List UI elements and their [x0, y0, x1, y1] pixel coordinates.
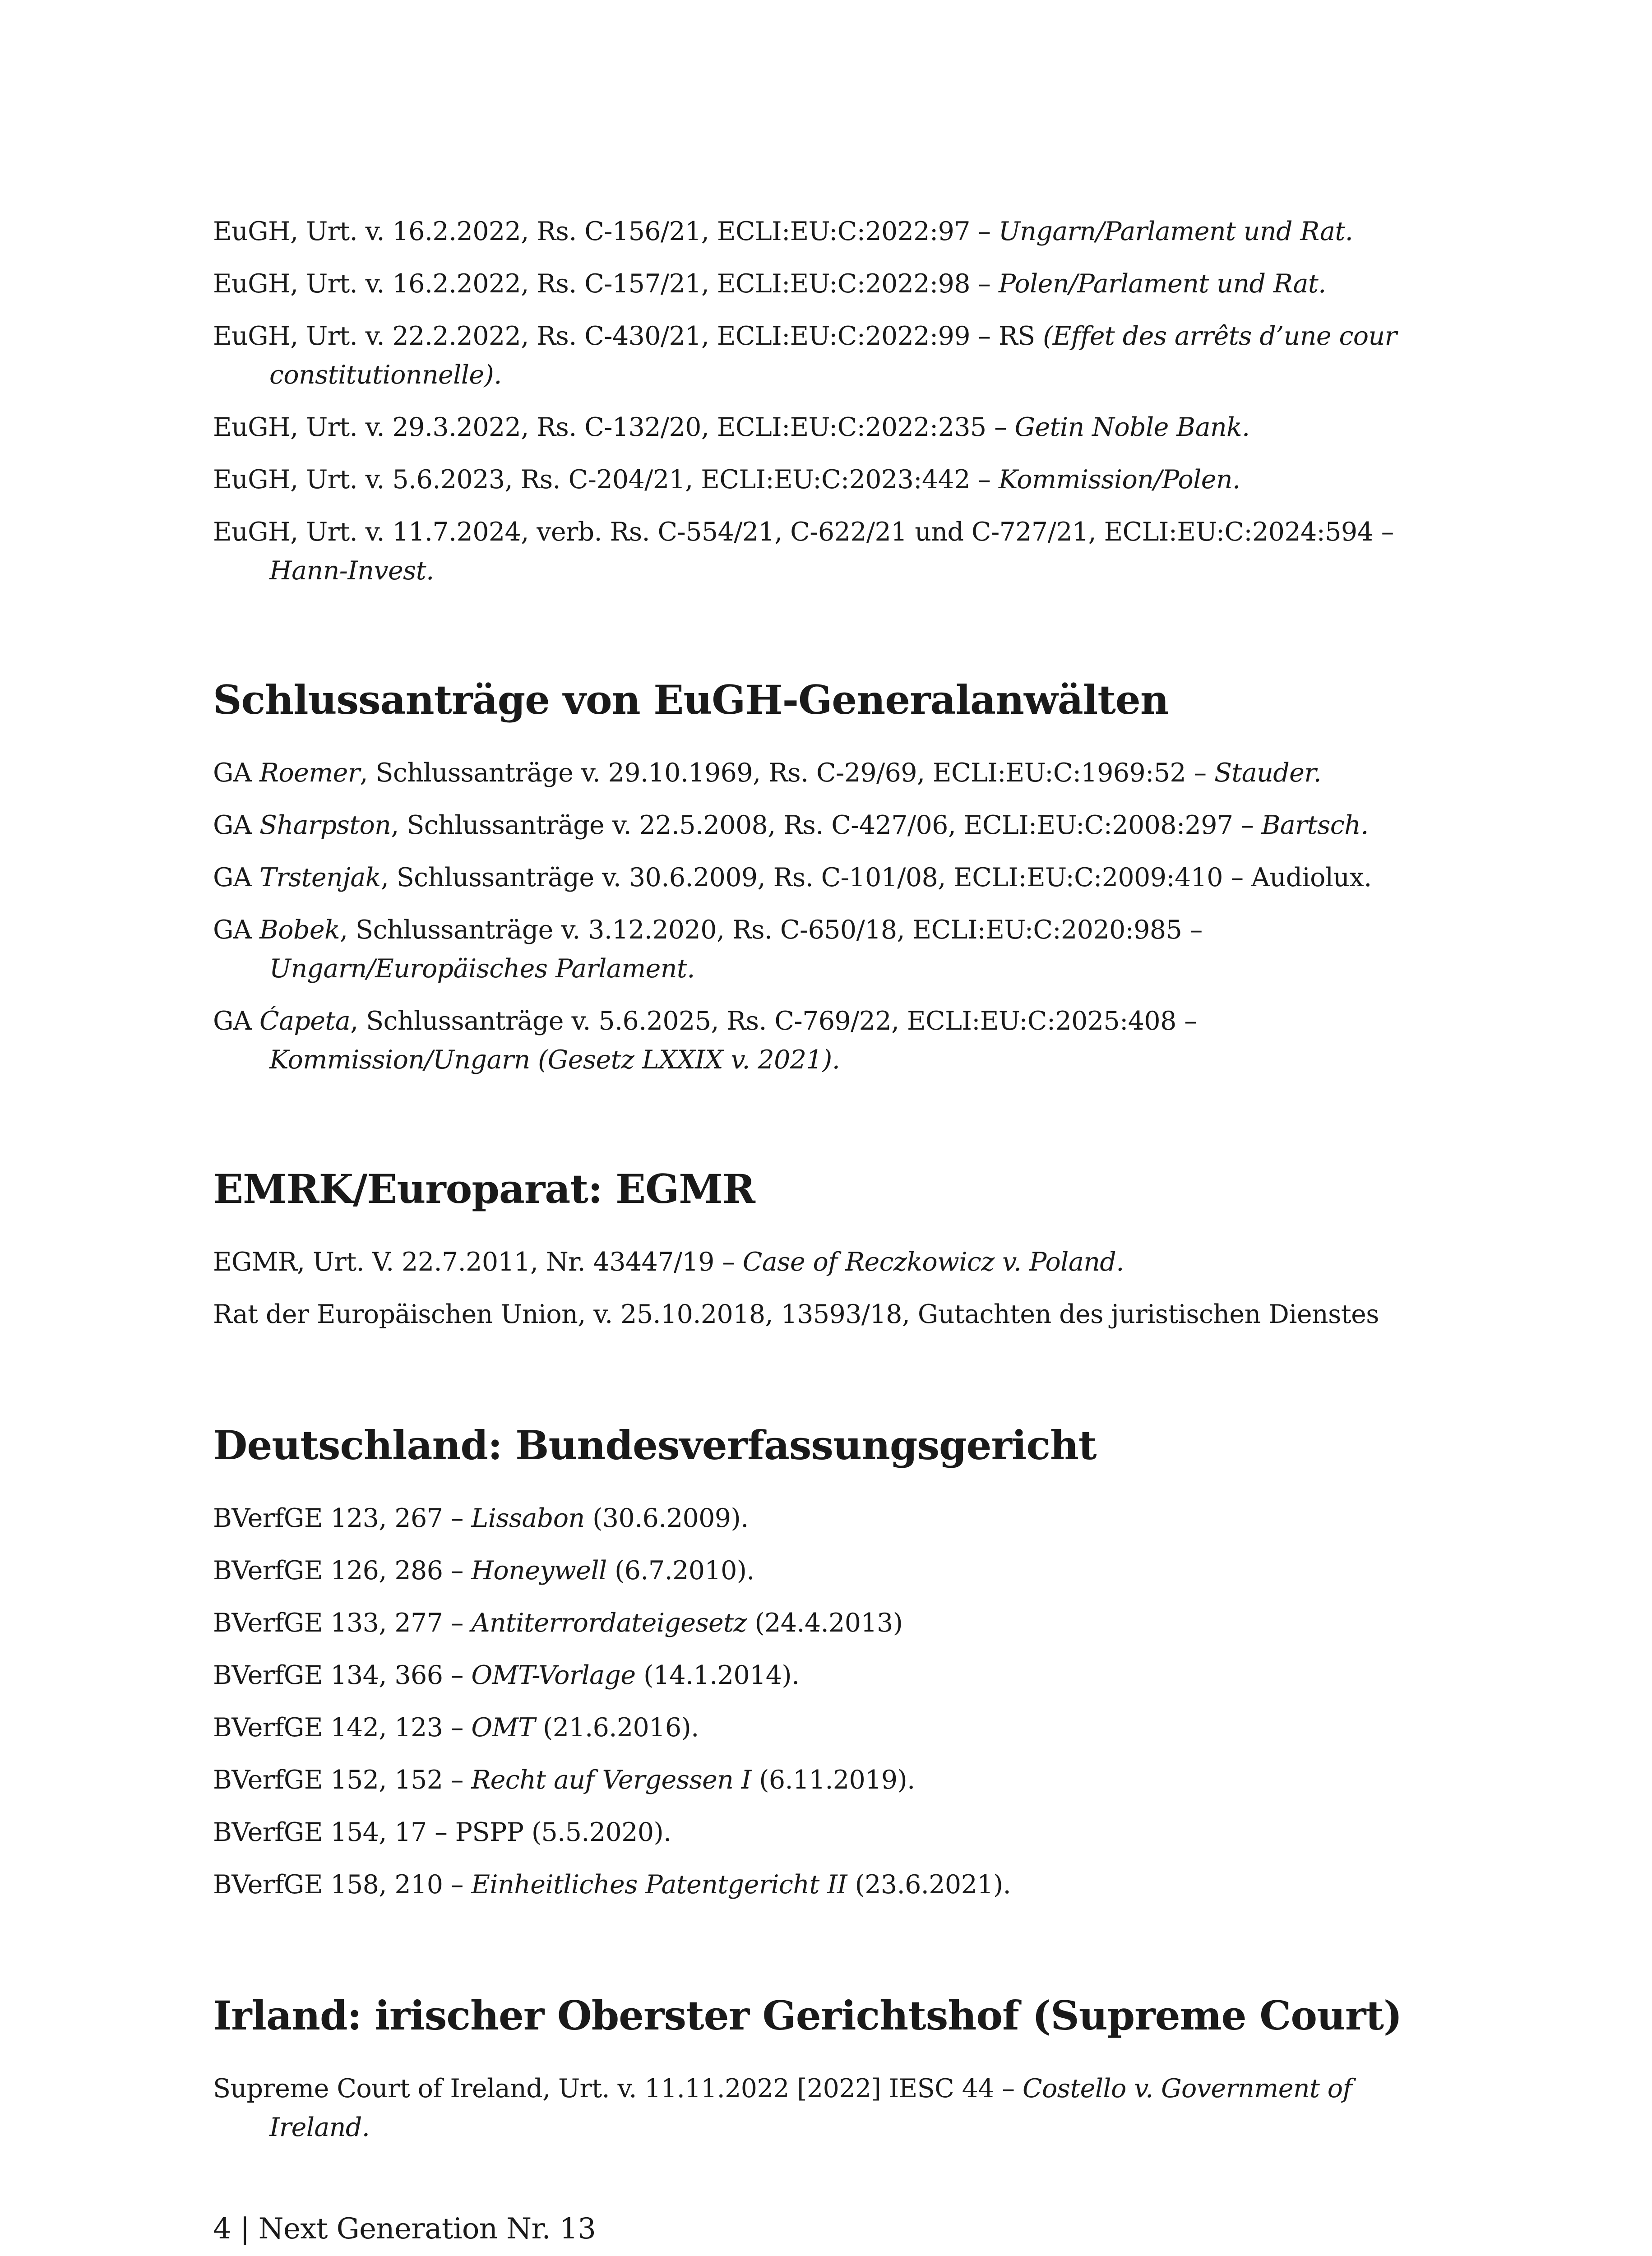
citation-entry: EuGH, Urt. v. 29.3.2022, Rs. C-132/20, ECLI:EU:C:2022:235 – Getin Noble Bank. [213, 412, 1250, 442]
section-heading: Schlussanträge von EuGH-Generalanwälten [213, 676, 1169, 723]
publication-name: Next Generation Nr. 13 [258, 2212, 596, 2246]
citation-entry: Rat der Europäischen Union, v. 25.10.2018, 13593/18, Gutachten des juristischen Dienstes [213, 1299, 1379, 1329]
eugh-list [213, 212, 1440, 590]
citation-entry: GA Trstenjak, Schlussanträge v. 30.6.2009, Rs. C-101/08, ECLI:EU:C:2009:410 – Audiolux. [213, 863, 1372, 892]
citation-entry: BVerfGE 158, 210 – Einheitliches Patentgericht II (23.6.2021). [213, 1870, 1011, 1900]
citation-entry: EuGH, Urt. v. 16.2.2022, Rs. C-156/21, ECLI:EU:C:2022:97 – Ungarn/Parlament und Rat. [213, 217, 1353, 246]
citation-entry: BVerfGE 134, 366 – OMT-Vorlage (14.1.2014). [213, 1660, 800, 1690]
citation-entry: BVerfGE 142, 123 – OMT (21.6.2016). [213, 1713, 699, 1743]
citation-entry: GA Ćapeta, Schlussanträge v. 5.6.2025, Rs. C-769/22, ECLI:EU:C:2025:408 – Kommission/Ungarn (Gesetz LXXIX v. 2021). [213, 1006, 1197, 1075]
citation-entry: BVerfGE 154, 17 – PSPP (5.5.2020). [213, 1817, 671, 1847]
page-footer [213, 2211, 596, 2247]
citation-entry: EuGH, Urt. v. 22.2.2022, Rs. C-430/21, ECLI:EU:C:2022:99 – RS (Effet des arrêts d’une cour constitutionnelle). [213, 321, 1397, 390]
citation-entry: BVerfGE 152, 152 – Recht auf Vergessen I (6.11.2019). [213, 1765, 915, 1795]
citation-entry: GA Sharpston, Schlussanträge v. 22.5.2008, Rs. C-427/06, ECLI:EU:C:2008:297 – Bartsch. [213, 810, 1369, 840]
citation-entry: BVerfGE 126, 286 – Honeywell (6.7.2010). [213, 1556, 754, 1586]
citation-entry: BVerfGE 133, 277 – Antiterrordateigesetz (24.4.2013) [213, 1608, 903, 1638]
citation-entry: GA Roemer, Schlussanträge v. 29.10.1969, Rs. C-29/69, ECLI:EU:C:1969:52 – Stauder. [213, 758, 1322, 788]
citation-entry: Supreme Court of Ireland, Urt. v. 11.11.2022 [2022] IESC 44 – Costello v. Government of Ireland. [213, 2074, 1352, 2142]
citation-entry: EuGH, Urt. v. 5.6.2023, Rs. C-204/21, ECLI:EU:C:2023:442 – Kommission/Polen. [213, 465, 1240, 495]
de-list [213, 1499, 1440, 1904]
schluss-list [213, 754, 1440, 1079]
page-number: 4 [213, 2212, 231, 2246]
citation-entry: EGMR, Urt. V. 22.7.2011, Nr. 43447/19 – Case of Reczkowicz v. Poland. [213, 1247, 1124, 1277]
footer-separator: | [231, 2212, 259, 2246]
section-heading: Deutschland: Bundesverfassungsgericht [213, 1422, 1097, 1469]
section-heading: EMRK/Europarat: EGMR [213, 1165, 755, 1212]
citation-entry: BVerfGE 123, 267 – Lissabon (30.6.2009). [213, 1503, 749, 1533]
citation-entry: EuGH, Urt. v. 16.2.2022, Rs. C-157/21, ECLI:EU:C:2022:98 – Polen/Parlament und Rat. [213, 269, 1326, 299]
citation-entry: EuGH, Urt. v. 11.7.2024, verb. Rs. C-554/21, C-622/21 und C-727/21, ECLI:EU:C:2024:594 – Hann-Invest. [213, 517, 1394, 586]
emrk-list [213, 1243, 1440, 1334]
ie-list [213, 2069, 1440, 2147]
citation-entry: GA Bobek, Schlussanträge v. 3.12.2020, Rs. C-650/18, ECLI:EU:C:2020:985 – Ungarn/Europäisches Parlament. [213, 915, 1203, 984]
section-heading: Irland: irischer Oberster Gerichtshof (Supreme Court) [213, 1992, 1402, 2039]
page-content [213, 212, 1440, 2160]
